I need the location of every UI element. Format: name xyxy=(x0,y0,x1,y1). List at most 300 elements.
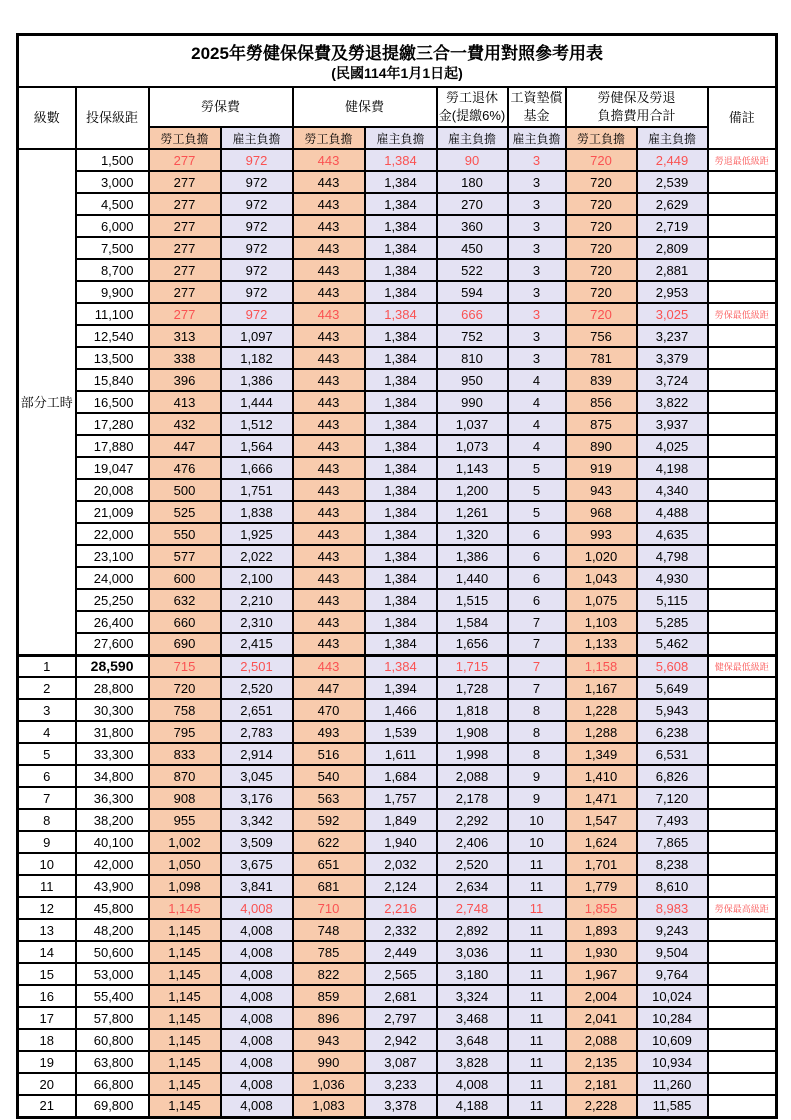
header-health-insurance: 健保費 xyxy=(293,87,437,127)
value-cell: 1,384 xyxy=(365,413,437,435)
bracket-cell: 53,000 xyxy=(76,963,149,985)
value-cell: 1,384 xyxy=(365,347,437,369)
value-cell: 447 xyxy=(293,677,365,699)
table-row xyxy=(18,1073,777,1095)
value-cell: 2,022 xyxy=(221,545,293,567)
bracket-cell: 33,300 xyxy=(76,743,149,765)
table-row xyxy=(18,853,777,875)
value-cell: 720 xyxy=(566,149,637,171)
table-row xyxy=(18,787,777,809)
value-cell: 3 xyxy=(508,149,566,171)
level-group-part-time: 部分工時 xyxy=(18,149,76,655)
table-row xyxy=(18,325,777,347)
bracket-cell: 45,800 xyxy=(76,897,149,919)
value-cell: 3,468 xyxy=(437,1007,508,1029)
bracket-cell: 55,400 xyxy=(76,985,149,1007)
note-cell xyxy=(708,457,777,479)
value-cell: 277 xyxy=(149,281,221,303)
value-cell: 2,178 xyxy=(437,787,508,809)
value-cell: 2,415 xyxy=(221,633,293,655)
bracket-cell: 22,000 xyxy=(76,523,149,545)
level-cell: 13 xyxy=(18,919,76,941)
value-cell: 1,050 xyxy=(149,853,221,875)
bracket-cell: 31,800 xyxy=(76,721,149,743)
header-note: 備註 xyxy=(708,87,777,149)
note-cell xyxy=(708,831,777,853)
value-cell: 443 xyxy=(293,171,365,193)
table-row xyxy=(18,611,777,633)
note-cell xyxy=(708,479,777,501)
value-cell: 5,649 xyxy=(637,677,708,699)
value-cell: 11 xyxy=(508,919,566,941)
note-cell xyxy=(708,699,777,721)
value-cell: 277 xyxy=(149,149,221,171)
value-cell: 1,998 xyxy=(437,743,508,765)
subheader-pension-employer: 雇主負擔 xyxy=(437,127,508,149)
bracket-cell: 17,280 xyxy=(76,413,149,435)
bracket-cell: 1,500 xyxy=(76,149,149,171)
value-cell: 1,728 xyxy=(437,677,508,699)
value-cell: 2,539 xyxy=(637,171,708,193)
value-cell: 11 xyxy=(508,1095,566,1117)
value-cell: 563 xyxy=(293,787,365,809)
value-cell: 972 xyxy=(221,259,293,281)
bracket-cell: 43,900 xyxy=(76,875,149,897)
value-cell: 3 xyxy=(508,259,566,281)
table-row xyxy=(18,919,777,941)
value-cell: 3,342 xyxy=(221,809,293,831)
value-cell: 443 xyxy=(293,567,365,589)
note-cell xyxy=(708,1073,777,1095)
value-cell: 1,145 xyxy=(149,1007,221,1029)
note-cell xyxy=(708,501,777,523)
value-cell: 1,384 xyxy=(365,545,437,567)
table-row xyxy=(18,479,777,501)
value-cell: 2,681 xyxy=(365,985,437,1007)
value-cell: 839 xyxy=(566,369,637,391)
bracket-cell: 11,100 xyxy=(76,303,149,325)
bracket-cell: 19,047 xyxy=(76,457,149,479)
note-cell xyxy=(708,677,777,699)
value-cell: 2,881 xyxy=(637,259,708,281)
value-cell: 7,493 xyxy=(637,809,708,831)
value-cell: 1,440 xyxy=(437,567,508,589)
value-cell: 1,394 xyxy=(365,677,437,699)
value-cell: 443 xyxy=(293,391,365,413)
note-cell xyxy=(708,589,777,611)
value-cell: 972 xyxy=(221,303,293,325)
value-cell: 3,324 xyxy=(437,985,508,1007)
value-cell: 270 xyxy=(437,193,508,215)
value-cell: 833 xyxy=(149,743,221,765)
value-cell: 3,828 xyxy=(437,1051,508,1073)
value-cell: 7 xyxy=(508,611,566,633)
value-cell: 2,651 xyxy=(221,699,293,721)
table-row xyxy=(18,589,777,611)
level-cell: 21 xyxy=(18,1095,76,1117)
value-cell: 338 xyxy=(149,347,221,369)
value-cell: 1,849 xyxy=(365,809,437,831)
value-cell: 3 xyxy=(508,237,566,259)
value-cell: 9 xyxy=(508,787,566,809)
value-cell: 4 xyxy=(508,435,566,457)
value-cell: 859 xyxy=(293,985,365,1007)
header-wage-fund-line2: 基金 xyxy=(523,108,550,123)
value-cell: 2,124 xyxy=(365,875,437,897)
value-cell: 2,520 xyxy=(221,677,293,699)
value-cell: 443 xyxy=(293,655,365,677)
value-cell: 1,002 xyxy=(149,831,221,853)
value-cell: 3 xyxy=(508,215,566,237)
value-cell: 2,210 xyxy=(221,589,293,611)
value-cell: 3 xyxy=(508,171,566,193)
note-cell xyxy=(708,787,777,809)
value-cell: 3 xyxy=(508,347,566,369)
level-cell: 17 xyxy=(18,1007,76,1029)
value-cell: 2,181 xyxy=(566,1073,637,1095)
value-cell: 443 xyxy=(293,281,365,303)
value-cell: 11 xyxy=(508,963,566,985)
value-cell: 1,384 xyxy=(365,589,437,611)
level-cell: 4 xyxy=(18,721,76,743)
table-row xyxy=(18,369,777,391)
value-cell: 2,953 xyxy=(637,281,708,303)
value-cell: 785 xyxy=(293,941,365,963)
value-cell: 3 xyxy=(508,281,566,303)
value-cell: 443 xyxy=(293,149,365,171)
value-cell: 4,025 xyxy=(637,435,708,457)
value-cell: 11 xyxy=(508,1029,566,1051)
table-row xyxy=(18,237,777,259)
value-cell: 2,719 xyxy=(637,215,708,237)
value-cell: 1,384 xyxy=(365,435,437,457)
value-cell: 11 xyxy=(508,853,566,875)
value-cell: 10,609 xyxy=(637,1029,708,1051)
value-cell: 2,449 xyxy=(365,941,437,963)
value-cell: 7,865 xyxy=(637,831,708,853)
value-cell: 2,406 xyxy=(437,831,508,853)
value-cell: 4 xyxy=(508,369,566,391)
value-cell: 990 xyxy=(293,1051,365,1073)
value-cell: 10,024 xyxy=(637,985,708,1007)
bracket-cell: 38,200 xyxy=(76,809,149,831)
header-total-line1: 勞健保及勞退 xyxy=(597,90,676,106)
value-cell: 4,930 xyxy=(637,567,708,589)
value-cell: 3,237 xyxy=(637,325,708,347)
table-row xyxy=(18,567,777,589)
value-cell: 943 xyxy=(566,479,637,501)
bracket-cell: 7,500 xyxy=(76,237,149,259)
value-cell: 2,449 xyxy=(637,149,708,171)
value-cell: 2,088 xyxy=(566,1029,637,1051)
value-cell: 443 xyxy=(293,325,365,347)
header-wage-fund xyxy=(508,87,566,127)
value-cell: 516 xyxy=(293,743,365,765)
value-cell: 720 xyxy=(566,193,637,215)
table-row xyxy=(18,1007,777,1029)
value-cell: 710 xyxy=(293,897,365,919)
value-cell: 720 xyxy=(566,237,637,259)
table-row xyxy=(18,875,777,897)
value-cell: 443 xyxy=(293,611,365,633)
value-cell: 1,083 xyxy=(293,1095,365,1117)
value-cell: 1,133 xyxy=(566,633,637,655)
value-cell: 1,037 xyxy=(437,413,508,435)
note-cell: 勞退最低級距 xyxy=(708,149,777,171)
note-cell xyxy=(708,545,777,567)
value-cell: 1,103 xyxy=(566,611,637,633)
value-cell: 8,610 xyxy=(637,875,708,897)
value-cell: 6,826 xyxy=(637,765,708,787)
table-row xyxy=(18,281,777,303)
value-cell: 3,180 xyxy=(437,963,508,985)
table-row xyxy=(18,655,777,677)
table-row xyxy=(18,985,777,1007)
value-cell: 3,648 xyxy=(437,1029,508,1051)
header-pension xyxy=(437,87,508,127)
note-cell xyxy=(708,215,777,237)
level-cell: 18 xyxy=(18,1029,76,1051)
value-cell: 493 xyxy=(293,721,365,743)
value-cell: 8 xyxy=(508,743,566,765)
value-cell: 622 xyxy=(293,831,365,853)
value-cell: 2,032 xyxy=(365,853,437,875)
value-cell: 476 xyxy=(149,457,221,479)
bracket-cell: 34,800 xyxy=(76,765,149,787)
value-cell: 443 xyxy=(293,523,365,545)
value-cell: 2,914 xyxy=(221,743,293,765)
value-cell: 1,384 xyxy=(365,633,437,655)
value-cell: 715 xyxy=(149,655,221,677)
value-cell: 443 xyxy=(293,457,365,479)
value-cell: 4,008 xyxy=(221,897,293,919)
value-cell: 5,608 xyxy=(637,655,708,677)
value-cell: 950 xyxy=(437,369,508,391)
value-cell: 9,764 xyxy=(637,963,708,985)
value-cell: 3,378 xyxy=(365,1095,437,1117)
value-cell: 443 xyxy=(293,435,365,457)
value-cell: 1,908 xyxy=(437,721,508,743)
value-cell: 1,073 xyxy=(437,435,508,457)
level-cell: 2 xyxy=(18,677,76,699)
value-cell: 943 xyxy=(293,1029,365,1051)
value-cell: 1,020 xyxy=(566,545,637,567)
value-cell: 277 xyxy=(149,171,221,193)
value-cell: 1,384 xyxy=(365,325,437,347)
value-cell: 1,564 xyxy=(221,435,293,457)
value-cell: 993 xyxy=(566,523,637,545)
value-cell: 781 xyxy=(566,347,637,369)
value-cell: 1,701 xyxy=(566,853,637,875)
value-cell: 972 xyxy=(221,171,293,193)
value-cell: 3,087 xyxy=(365,1051,437,1073)
table-row xyxy=(18,963,777,985)
value-cell: 1,097 xyxy=(221,325,293,347)
value-cell: 1,384 xyxy=(365,259,437,281)
bracket-cell: 6,000 xyxy=(76,215,149,237)
table-row xyxy=(18,1029,777,1051)
table-row xyxy=(18,413,777,435)
value-cell: 4,488 xyxy=(637,501,708,523)
value-cell: 6 xyxy=(508,567,566,589)
table-row xyxy=(18,303,777,325)
bracket-cell: 23,100 xyxy=(76,545,149,567)
table-row xyxy=(18,347,777,369)
value-cell: 1,145 xyxy=(149,941,221,963)
table-row xyxy=(18,1095,777,1117)
table-row xyxy=(18,259,777,281)
value-cell: 11 xyxy=(508,897,566,919)
premium-reference-table xyxy=(16,33,778,1119)
note-cell xyxy=(708,1051,777,1073)
value-cell: 8,983 xyxy=(637,897,708,919)
value-cell: 4,008 xyxy=(221,1051,293,1073)
value-cell: 443 xyxy=(293,347,365,369)
value-cell: 6 xyxy=(508,545,566,567)
level-cell: 3 xyxy=(18,699,76,721)
table-row xyxy=(18,523,777,545)
value-cell: 11,260 xyxy=(637,1073,708,1095)
value-cell: 1,584 xyxy=(437,611,508,633)
value-cell: 277 xyxy=(149,237,221,259)
table-row xyxy=(18,193,777,215)
value-cell: 443 xyxy=(293,303,365,325)
table-row xyxy=(18,809,777,831)
value-cell: 1,167 xyxy=(566,677,637,699)
value-cell: 277 xyxy=(149,303,221,325)
value-cell: 1,036 xyxy=(293,1073,365,1095)
value-cell: 9,504 xyxy=(637,941,708,963)
value-cell: 3,675 xyxy=(221,853,293,875)
value-cell: 632 xyxy=(149,589,221,611)
value-cell: 3 xyxy=(508,193,566,215)
value-cell: 500 xyxy=(149,479,221,501)
level-cell: 10 xyxy=(18,853,76,875)
table-row xyxy=(18,897,777,919)
value-cell: 2,797 xyxy=(365,1007,437,1029)
value-cell: 666 xyxy=(437,303,508,325)
value-cell: 447 xyxy=(149,435,221,457)
value-cell: 1,893 xyxy=(566,919,637,941)
level-cell: 7 xyxy=(18,787,76,809)
value-cell: 443 xyxy=(293,237,365,259)
value-cell: 1,384 xyxy=(365,567,437,589)
level-cell: 5 xyxy=(18,743,76,765)
value-cell: 890 xyxy=(566,435,637,457)
value-cell: 1,757 xyxy=(365,787,437,809)
value-cell: 2,310 xyxy=(221,611,293,633)
value-cell: 1,145 xyxy=(149,963,221,985)
subheader-labor-employer: 雇主負擔 xyxy=(221,127,293,149)
value-cell: 1,666 xyxy=(221,457,293,479)
value-cell: 1,145 xyxy=(149,1051,221,1073)
level-cell: 20 xyxy=(18,1073,76,1095)
note-cell xyxy=(708,985,777,1007)
value-cell: 525 xyxy=(149,501,221,523)
note-cell xyxy=(708,809,777,831)
value-cell: 180 xyxy=(437,171,508,193)
value-cell: 870 xyxy=(149,765,221,787)
subheader-total-employee: 勞工負擔 xyxy=(566,127,637,149)
note-cell xyxy=(708,413,777,435)
value-cell: 1,349 xyxy=(566,743,637,765)
table-row xyxy=(18,215,777,237)
note-cell: 健保最低級距 xyxy=(708,655,777,677)
value-cell: 2,629 xyxy=(637,193,708,215)
value-cell: 4 xyxy=(508,391,566,413)
note-cell xyxy=(708,369,777,391)
value-cell: 6,531 xyxy=(637,743,708,765)
value-cell: 3,509 xyxy=(221,831,293,853)
bracket-cell: 30,300 xyxy=(76,699,149,721)
value-cell: 4,798 xyxy=(637,545,708,567)
value-cell: 313 xyxy=(149,325,221,347)
value-cell: 4,008 xyxy=(437,1073,508,1095)
value-cell: 1,967 xyxy=(566,963,637,985)
value-cell: 875 xyxy=(566,413,637,435)
note-cell xyxy=(708,237,777,259)
value-cell: 1,779 xyxy=(566,875,637,897)
value-cell: 443 xyxy=(293,369,365,391)
value-cell: 720 xyxy=(149,677,221,699)
note-cell xyxy=(708,391,777,413)
value-cell: 2,100 xyxy=(221,567,293,589)
value-cell: 3,822 xyxy=(637,391,708,413)
value-cell: 1,384 xyxy=(365,501,437,523)
header-group-row xyxy=(18,87,777,127)
value-cell: 690 xyxy=(149,633,221,655)
bracket-cell: 63,800 xyxy=(76,1051,149,1073)
value-cell: 4,008 xyxy=(221,919,293,941)
bracket-cell: 28,800 xyxy=(76,677,149,699)
value-cell: 990 xyxy=(437,391,508,413)
subheader-health-employer: 雇主負擔 xyxy=(365,127,437,149)
table-row xyxy=(18,765,777,787)
value-cell: 3,233 xyxy=(365,1073,437,1095)
value-cell: 1,751 xyxy=(221,479,293,501)
table-row xyxy=(18,721,777,743)
note-cell xyxy=(708,633,777,655)
value-cell: 1,384 xyxy=(365,655,437,677)
value-cell: 4,008 xyxy=(221,1007,293,1029)
value-cell: 6,238 xyxy=(637,721,708,743)
value-cell: 2,004 xyxy=(566,985,637,1007)
page-title: 2025年勞健保保費及勞退提繳三合一費用對照參考用表 xyxy=(191,43,603,63)
value-cell: 1,288 xyxy=(566,721,637,743)
value-cell: 11 xyxy=(508,941,566,963)
value-cell: 4,008 xyxy=(221,1029,293,1051)
value-cell: 908 xyxy=(149,787,221,809)
value-cell: 1,384 xyxy=(365,369,437,391)
bracket-cell: 21,009 xyxy=(76,501,149,523)
note-cell xyxy=(708,743,777,765)
value-cell: 3 xyxy=(508,303,566,325)
bracket-cell: 26,400 xyxy=(76,611,149,633)
value-cell: 443 xyxy=(293,633,365,655)
value-cell: 5,943 xyxy=(637,699,708,721)
value-cell: 450 xyxy=(437,237,508,259)
value-cell: 752 xyxy=(437,325,508,347)
value-cell: 7 xyxy=(508,633,566,655)
level-cell: 1 xyxy=(18,655,76,677)
level-cell: 12 xyxy=(18,897,76,919)
value-cell: 1,547 xyxy=(566,809,637,831)
level-cell: 6 xyxy=(18,765,76,787)
note-cell xyxy=(708,721,777,743)
value-cell: 1,384 xyxy=(365,303,437,325)
value-cell: 1,384 xyxy=(365,171,437,193)
note-cell xyxy=(708,1007,777,1029)
